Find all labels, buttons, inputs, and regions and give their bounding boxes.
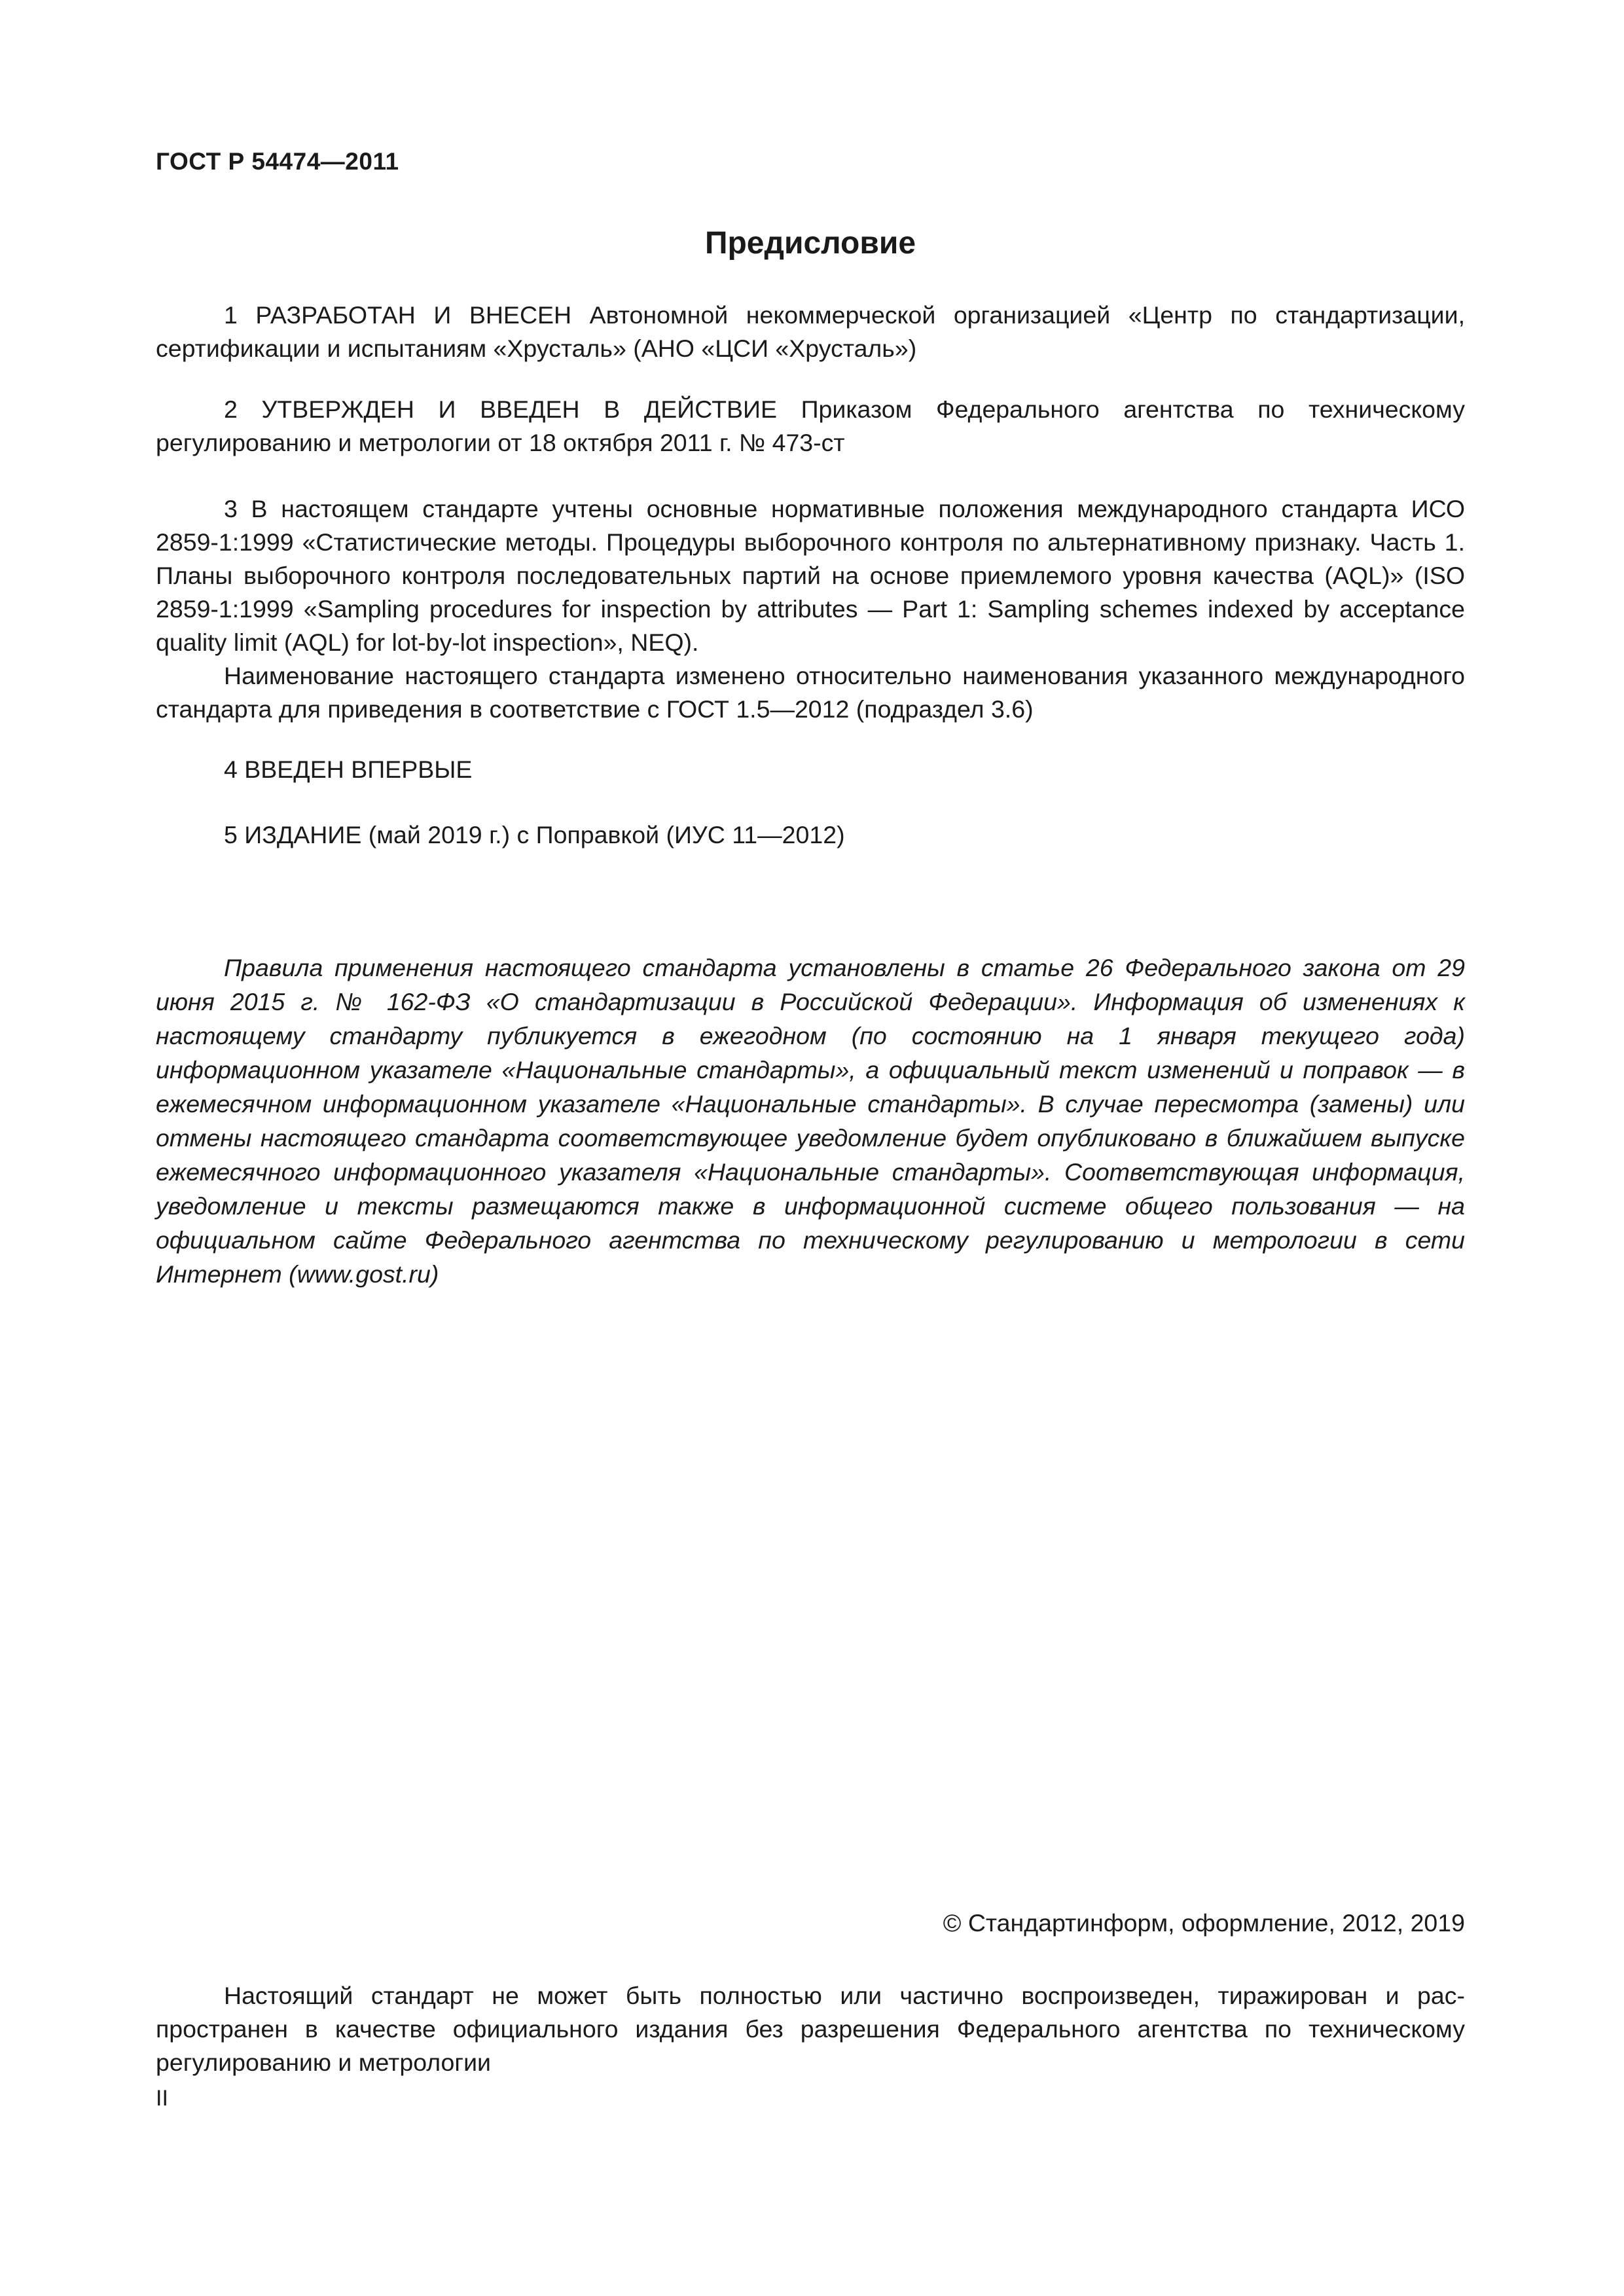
foreword-item-5: 5 ИЗДАНИЕ (май 2019 г.) с Поправкой (ИУС 11—2012) [224,821,845,848]
page-title: Предисловие [704,226,916,261]
foreword-item-3-note: Наименование настоящего стандарта изменено относительно наименования указанного международного стандарта для приведения в соответствие с ГОСТ 1.5—2012 (подраздел 3.6) [156,662,1465,723]
rules-notice: Правила применения настоящего стандарта установлены в статье 26 Федерального закона от 29 июня 2015 г. № 162-ФЗ «О стандартизации в Российской Федерации». Информация об изменениях к настоящему стандарту публикуется в ежегодном (по состоянию на 1 января текущего года) информационном указателе «Национальные стандарты», а официальный текст изменений и поправок — в ежемесячном информационном указателе «Национальные стандарты». В случае пересмотра (замены) или отмены настоящего стандарта соответствующее уведомление будет опубликовано в ближайшем выпуске ежемесячного информационного указателя «Национальные стандарты». Соответствующая информация, уведомление и тексты размещаются также в информационной системе общего пользования — на официальном сайте Федерального агентства по техническому регулированию и метрологии в сети Интернет (www.gost.ru) [156,954,1465,1288]
reproduction-notice: Настоящий стандарт не может быть полностью или частично воспроизведен, тиражирован и распространен в качестве официального издания без разрешения Федерального агентства по техническому регулированию и метрологии [156,1982,1465,2076]
foreword-item-2: 2 УТВЕРЖДЕН И ВВЕДЕН В ДЕЙСТВИЕ Приказом Федерального агентства по техническому регулированию и метрологии от 18 октября 2011 г. № 473-ст [156,395,1465,456]
document-code: ГОСТ Р 54474—2011 [156,148,399,175]
foreword-item-1: 1 РАЗРАБОТАН И ВНЕСЕН Автономной некоммерческой организацией «Центр по стандартизации, сертификации и испытаниям «Хрусталь» (АНО «ЦСИ «Хрусталь») [156,301,1465,362]
foreword-item-3: 3 В настоящем стандарте учтены основные нормативные положения международного стандарта ИСО 2859-1:1999 «Статистические методы. Процедуры выборочного контроля по альтернативному признаку. Часть 1. Планы выборочного контроля последовательных партий на основе приемлемого уровня качества (AQL)» (ISO 2859-1:1999 «Sampling procedures for inspection by attributes — Part 1: Sampling schemes indexed by acceptance quality limit (AQL) for lot-by-lot inspection», NEQ). [156,495,1465,656]
page-number: II [156,2086,168,2111]
foreword-item-4: 4 ВВЕДЕН ВПЕРВЫЕ [224,756,473,783]
copyright-line: © Стандартинформ, оформление, 2012, 2019 [943,1909,1465,1937]
